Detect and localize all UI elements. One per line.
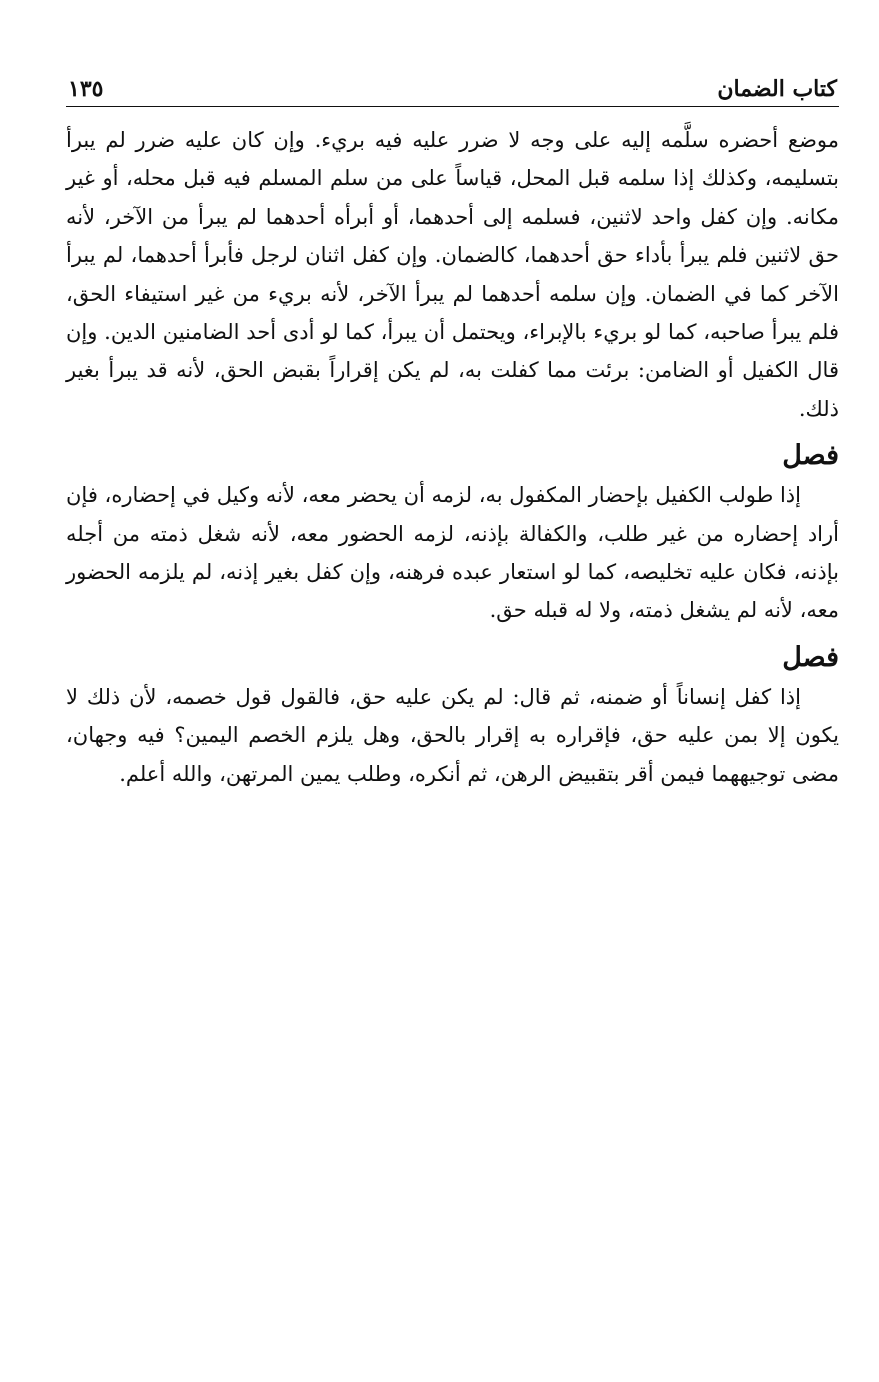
header-rule <box>66 106 839 107</box>
page-number: ١٣٥ <box>68 76 104 102</box>
paragraph-3: إذا كفل إنساناً أو ضمنه، ثم قال: لم يكن عليه حق، فالقول قول خصمه، لأن ذلك لا يكون إلا بمن عليه حق، فإقراره به إقرار بالحق، وهل يلزم الخصم اليمين؟ فيه وجهان، مضى توجيههما فيمن أقر بتقبيض الرهن، ثم أنكره، وطلب يمين المرتهن، والله أعلم. <box>66 684 840 786</box>
paragraph-2: إذا طولب الكفيل بإحضار المكفول به، لزمه أن يحضر معه، لأنه وكيل في إحضاره، فإن أراد إحضاره من غير طلب، والكفالة بإذنه، لزمه الحضور معه، لأنه شغل ذمته من أجله بإذنه، فكان عليه تخليصه، كما لو استعار عبده فرهنه، وإن كفل بغير إذنه، لم يلزمه الحضور معه، لأنه لم يشغل ذمته، ولا له قبله حق. <box>66 483 839 623</box>
book-page <box>66 60 839 793</box>
section-heading-3: فصل <box>782 641 839 673</box>
section-heading-2: فصل <box>782 440 839 472</box>
running-title: كتاب الضمان <box>717 76 837 102</box>
paragraph-1: موضع أحضره سلَّمه إليه على وجه لا ضرر عليه فيه بريء. وإن كان عليه ضرر لم يبرأ بتسليمه، وكذلك إذا سلمه قبل المحل، قياساً على من سلم المسلم فيه قبل محله، أو غير مكانه. وإن كفل واحد لاثنين، فسلمه إلى أحدهما، أو أبرأه أحدهما لم يبرأ من الآخر، لأنه حق لاثنين فلم يبرأ بأداء حق أحدهما، كالضمان. وإن كفل اثنان لرجل فأبرأ أحدهما، لم يبرأ الآخر كما في الضمان. وإن سلمه أحدهما لم يبرأ الآخر، لأنه بريء من غير استيفاء الحق، فلم يبرأ صاحبه، كما لو بريء بالإبراء، ويحتمل أن يبرأ، كما لو أدى أحد الضامنين الدين. وإن قال الكفيل أو الضامن: برئت مما كفلت به، لم يكن إقراراً بقبض الحق، لأنه قد يبرأ بغير ذلك. <box>66 128 839 421</box>
page-header <box>66 60 839 106</box>
